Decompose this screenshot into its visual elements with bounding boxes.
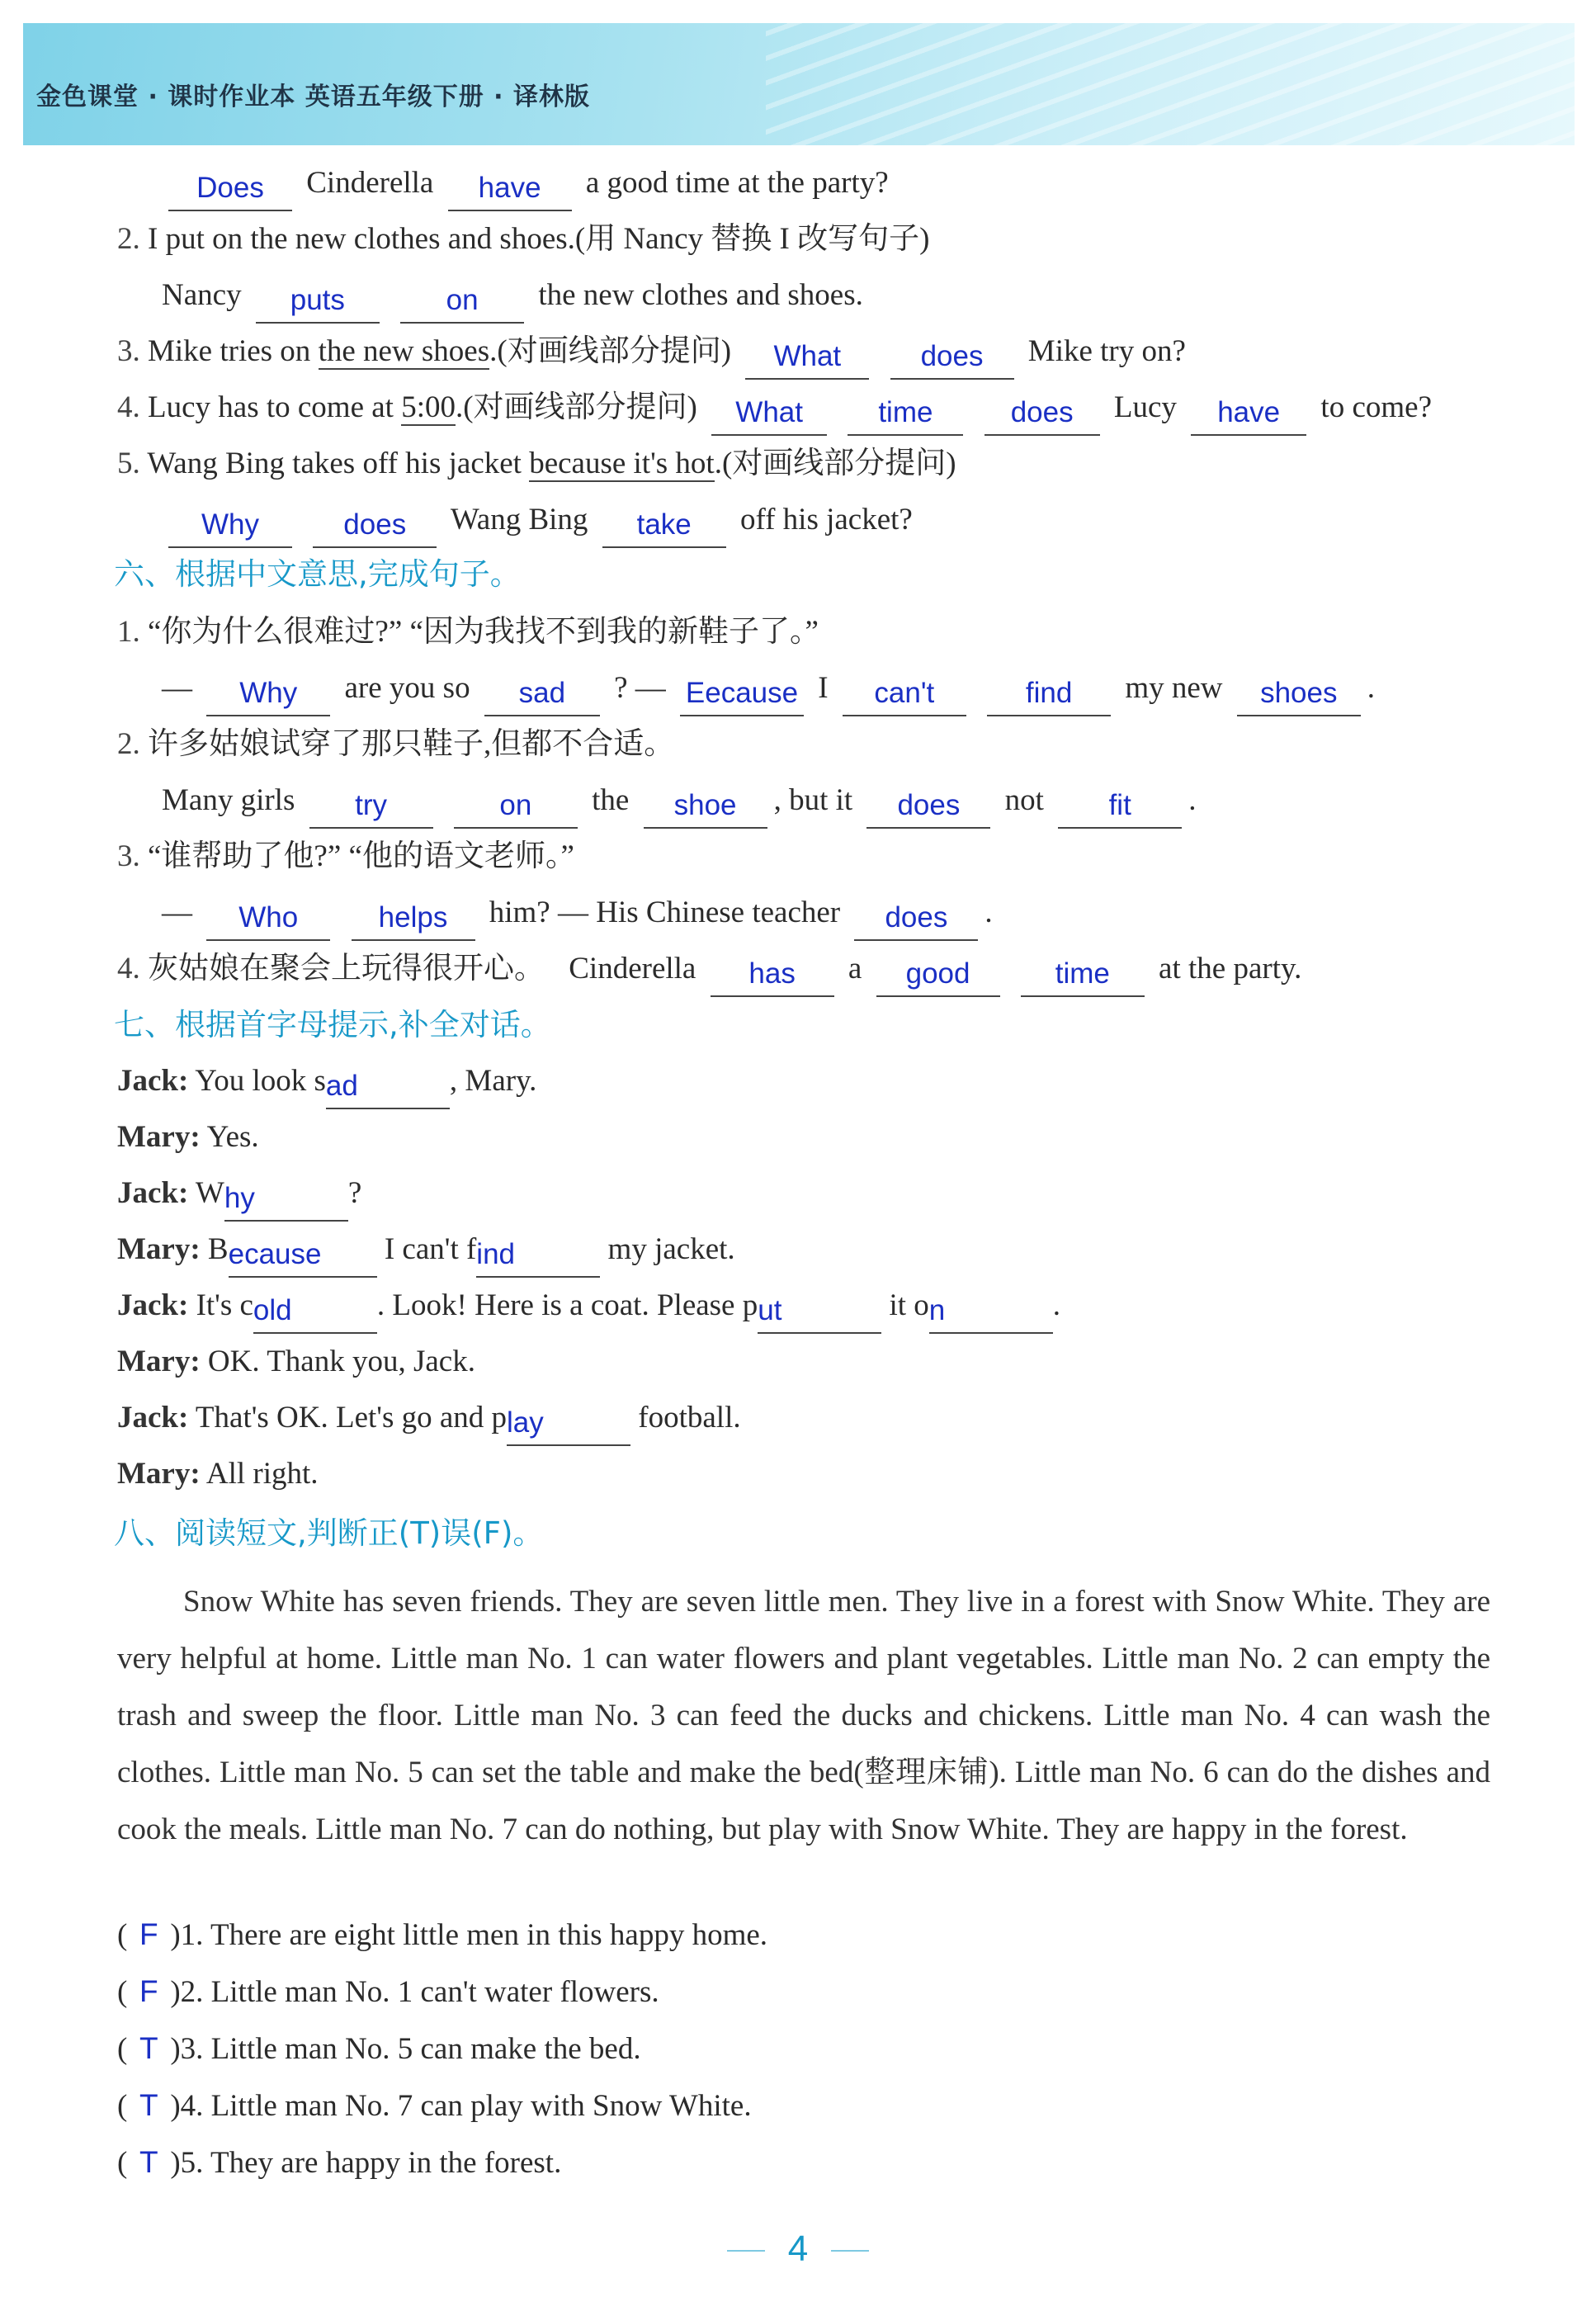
- answer-blank[interactable]: does: [985, 401, 1100, 436]
- tf-item-1: ( F )1. There are eight little men in this happy home.: [117, 1917, 768, 1952]
- tf-answer[interactable]: T: [139, 2031, 158, 2065]
- q5-item-2: 2. I put on the new clothes and shoes.(用 Nancy 替换 I 改写句子): [117, 222, 930, 256]
- q5-line-0: Does Cinderella have a good time at the party?: [162, 165, 889, 211]
- answer-blank[interactable]: fit: [1058, 794, 1182, 829]
- section-8-heading: 八、阅读短文,判断正(T)误(F)。: [114, 1515, 544, 1551]
- reading-passage: Snow White has seven friends. They are seven little men. They live in a forest with Snow White. They are very helpful at home. Little man No. 1 can water flowers and plant vegetables. Little man No. 2 can empty the trash and sweep the floor. Little man No. 3 can feed the ducks and chickens. Little man No. 4 can wash the clothes. Little man No. 5 can set the table and make the bed(整理床铺). Little man No. 6 can do the dishes and cook the meals. Little man No. 7 can do nothing, but play with Snow White. They are happy in the forest.: [117, 1585, 1490, 1846]
- speaker: Mary:: [117, 1120, 201, 1154]
- s6-item-4: 4. 灰姑娘在聚会上玩得很开心。 Cinderella has a good time at the party.: [117, 951, 1301, 997]
- section-6-heading: 六、根据中文意思,完成句子。: [114, 556, 521, 592]
- dialog-line-7: Jack: That's OK. Let's go and play football.: [117, 1400, 741, 1446]
- section-7-heading: 七、根据首字母提示,补全对话。: [114, 1007, 551, 1042]
- answer-blank[interactable]: Who: [206, 906, 330, 941]
- answer-blank[interactable]: helps: [352, 906, 475, 941]
- q5-item-3: 3. Mike tries on the new shoes.(对画线部分提问) What does Mike try on?: [117, 333, 1186, 380]
- underlined-part: the new shoes: [318, 334, 490, 368]
- footer-dash: [727, 2250, 765, 2252]
- answer-blank[interactable]: lay: [507, 1411, 630, 1446]
- answer-blank[interactable]: shoes: [1237, 682, 1361, 716]
- answer-blank[interactable]: sad: [484, 682, 600, 716]
- dialog-line-6: Mary: OK. Thank you, Jack.: [117, 1345, 475, 1378]
- page-footer: [0, 2229, 1596, 2270]
- tf-answer[interactable]: F: [139, 1974, 158, 2008]
- tf-item-5: ( T )5. They are happy in the forest.: [117, 2145, 562, 2180]
- answer-blank[interactable]: take: [602, 513, 726, 548]
- answer-blank[interactable]: Does: [168, 177, 292, 211]
- tf-answer[interactable]: T: [139, 2088, 158, 2122]
- page-number: 4: [787, 2229, 809, 2269]
- answer-blank[interactable]: have: [448, 177, 572, 211]
- speaker: Mary:: [117, 1345, 201, 1378]
- answer-blank[interactable]: try: [309, 794, 433, 829]
- answer-blank[interactable]: ad: [326, 1075, 450, 1109]
- book-title: 金色课堂 · 课时作业本 英语五年级下册 · 译林版: [36, 83, 591, 111]
- dialog-line-5: Jack: It's cold . Look! Here is a coat. Please put it on .: [117, 1288, 1060, 1334]
- answer-blank[interactable]: ecause: [229, 1243, 377, 1278]
- answer-blank[interactable]: time: [848, 401, 963, 436]
- dialog-line-8: Mary: All right.: [117, 1457, 319, 1491]
- answer-blank[interactable]: What: [745, 345, 869, 380]
- s6-item-3-answer: — Who helps him? — His Chinese teacher does .: [162, 895, 993, 941]
- answer-blank[interactable]: does: [854, 906, 978, 941]
- footer-dash: [831, 2250, 869, 2252]
- answer-blank[interactable]: can't: [843, 682, 966, 716]
- tf-item-4: ( T )4. Little man No. 7 can play with Snow White.: [117, 2088, 752, 2123]
- speaker: Mary:: [117, 1457, 201, 1491]
- answer-blank[interactable]: shoe: [644, 794, 767, 829]
- answer-blank[interactable]: does: [890, 345, 1014, 380]
- answer-blank[interactable]: old: [253, 1299, 377, 1334]
- q5-item-5: 5. Wang Bing takes off his jacket because it's hot.(对画线部分提问): [117, 447, 956, 480]
- answer-blank[interactable]: does: [866, 794, 990, 829]
- answer-blank[interactable]: ind: [476, 1243, 600, 1278]
- answer-blank[interactable]: does: [313, 513, 437, 548]
- s6-item-2: 2. 许多姑娘试穿了那只鞋子,但都不合适。: [117, 727, 675, 761]
- speaker: Jack:: [117, 1064, 189, 1098]
- speaker: Jack:: [117, 1176, 189, 1210]
- q5-item-4: 4. Lucy has to come at 5:00.(对画线部分提问) What time does Lucy have to come?: [117, 390, 1432, 436]
- answer-blank[interactable]: on: [454, 794, 578, 829]
- dialog-line-3: Jack: Why ?: [117, 1175, 361, 1222]
- underlined-part: because it's hot: [529, 447, 715, 480]
- answer-blank[interactable]: good: [876, 962, 1000, 997]
- answer-blank[interactable]: on: [400, 289, 524, 324]
- s6-item-3: 3. “谁帮助了他?” “他的语文老师。”: [117, 839, 574, 873]
- answer-blank[interactable]: puts: [256, 289, 380, 324]
- page-header: [23, 23, 1575, 145]
- answer-blank[interactable]: n: [929, 1299, 1053, 1334]
- speaker: Jack:: [117, 1288, 189, 1322]
- answer-blank[interactable]: have: [1191, 401, 1306, 436]
- dialog-line-4: Mary: Because I can't find my jacket.: [117, 1231, 735, 1278]
- answer-blank[interactable]: time: [1021, 962, 1145, 997]
- header-decoration: [766, 23, 1575, 145]
- answer-blank[interactable]: Why: [168, 513, 292, 548]
- dialog-line-2: Mary: Yes.: [117, 1120, 259, 1154]
- underlined-part: 5:00: [401, 390, 456, 424]
- answer-blank[interactable]: find: [987, 682, 1111, 716]
- s6-item-1-answer: — Why are you so sad ? — Eecause I can't find my new shoes .: [162, 670, 1375, 716]
- q5-item-2-answer: Nancy puts on the new clothes and shoes.: [162, 277, 863, 324]
- answer-blank[interactable]: ut: [758, 1299, 881, 1334]
- answer-blank[interactable]: Eecause: [680, 682, 804, 716]
- speaker: Jack:: [117, 1401, 189, 1435]
- answer-blank[interactable]: has: [711, 962, 834, 997]
- s6-item-1: 1. “你为什么很难过?” “因为我找不到我的新鞋子了。”: [117, 615, 819, 649]
- q5-item-5-answer: Why does Wang Bing take off his jacket?: [162, 502, 913, 548]
- answer-blank[interactable]: Why: [206, 682, 330, 716]
- tf-answer[interactable]: T: [139, 2145, 158, 2179]
- dialog-line-1: Jack: You look sad , Mary.: [117, 1063, 536, 1109]
- speaker: Mary:: [117, 1232, 201, 1266]
- tf-item-3: ( T )3. Little man No. 5 can make the bed.: [117, 2031, 641, 2066]
- tf-answer[interactable]: F: [139, 1917, 158, 1951]
- answer-blank[interactable]: hy: [224, 1187, 348, 1222]
- answer-blank[interactable]: What: [711, 401, 827, 436]
- tf-item-2: ( F )2. Little man No. 1 can't water flowers.: [117, 1974, 659, 2009]
- s6-item-2-answer: Many girls try on the shoe , but it does not fit .: [162, 782, 1196, 829]
